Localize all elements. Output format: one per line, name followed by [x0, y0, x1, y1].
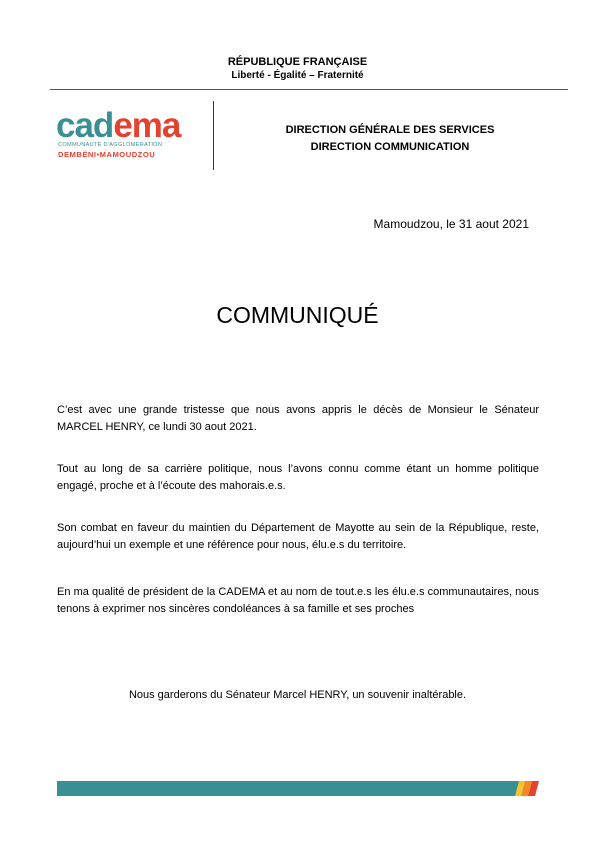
footer-bar-teal — [57, 781, 519, 796]
paragraph-2: Tout au long de sa carrière politique, nous l’avons connu comme étant un homme politique engagé, proche et à l’écoute des mahorais.e.s. — [57, 463, 539, 492]
logo-subtitle: DEMBÉNI•MAMOUDZOU — [58, 150, 156, 159]
page-title: COMMUNIQUÉ — [216, 302, 379, 328]
paragraph-4: En ma qualité de président de la CADEMA et au nom de tout.e.s les élu.e.s communautaires, nous tenons à exprimer nos sincères condoléances à sa famille et ses proches — [57, 586, 539, 615]
direction-general: DIRECTION GÉNÉRALE DES SERVICES — [285, 124, 495, 136]
dateline: Mamoudzou, le 31 aout 2021 — [373, 217, 529, 231]
paragraph-1: C’est avec une grande tristesse que nous avons appris le décès de Monsieur le Sénateur MARCEL HENRY, ce lundi 30 aout 2021. — [57, 404, 539, 433]
closing-statement: Nous garderons du Sénateur Marcel HENRY, un souvenir inaltérable. — [128, 689, 467, 701]
logo-tagline: COMMUNAUTÉ D'AGGLOMÉRATION — [58, 142, 163, 148]
direction-communication: DIRECTION COMMUNICATION — [310, 141, 470, 153]
logo-word-part1: cad — [56, 106, 114, 145]
republic-motto: Liberté - Égalité – Fraternité — [231, 70, 364, 81]
paragraph-3: Son combat en faveur du maintien du Département de Mayotte au sein de la République, reste, aujourd’hui un exemple et une référence pour nous, élu.e.s du territoire. — [57, 522, 539, 551]
republic-title: RÉPUBLIQUE FRANÇAISE — [227, 56, 368, 68]
logo-word-part2: ema — [113, 106, 181, 145]
